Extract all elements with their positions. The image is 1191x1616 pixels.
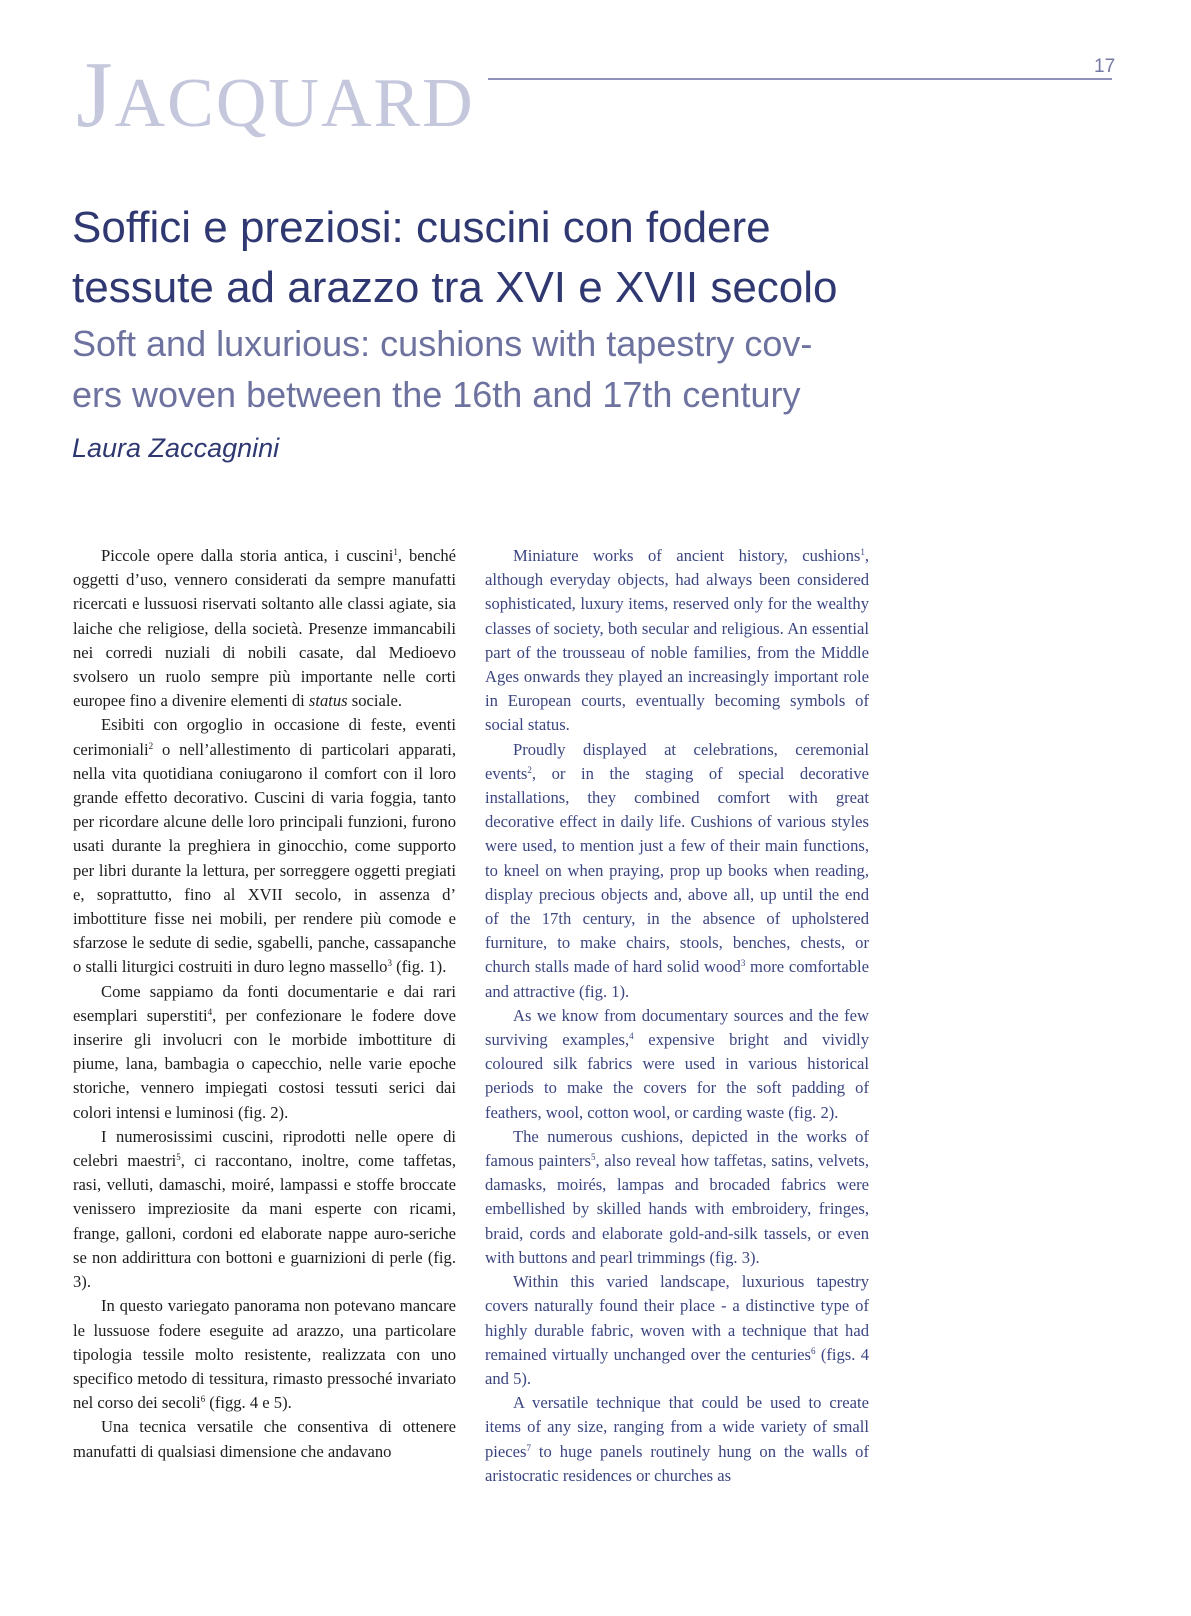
italian-paragraph-5: In questo variegato panorama non potevano mancare le lussuose fodere eseguite ad arazzo, una particolare tipologia tessile molto resistente, realizzata con uno specifico metodo di tessitura, rimasto pressoché invariato nel corso dei secoli$^6$ (figg. 4 e 5). [73, 1296, 456, 1413]
page-number: 17 [1094, 56, 1116, 77]
footnote-ref: 4 [207, 1006, 213, 1017]
footnote-ref: 1 [393, 547, 398, 557]
title-english [72, 318, 902, 420]
footnote-ref: 1 [860, 547, 865, 557]
footnote-ref: 3 [740, 958, 746, 969]
english-column [485, 544, 869, 1488]
english-paragraph-6: A versatile technique that could be used to create items of any size, ranging from a wide variety of small pieces$^7$ to huge panels routinely hung on the walls of aristocratic residences or churches as [485, 1393, 869, 1485]
masthead-title [76, 43, 475, 151]
footnote-ref: 5 [591, 1152, 596, 1163]
english-paragraph-2: Proudly displayed at celebrations, ceremonial events$^2$, or in the staging of special decorative installations, they combined comfort with great decorative effect in daily life. Cushions of various styles were used, to mention just a few of their main functions, to kneel on when praying, prop up books when reading, display precious objects and, above all, up until the end of the 17th century, in the absence of upholstered furniture, to make chairs, stools, benches, chests, or church stalls made of hard solid wood$^3$ more comfortable and attractive (fig. 1). [485, 739, 869, 1001]
english-paragraph-5: Within this varied landscape, luxurious tapestry covers naturally found their place - a distinctive type of highly durable fabric, woven with a technique that had remained virtually unchanged over the centuries$^6$ (figs. 4 and 5). [485, 1272, 869, 1388]
footnote-ref: 3 [387, 958, 392, 969]
header-rule [488, 78, 1112, 80]
italian-paragraph-6: Una tecnica versatile che consentiva di ottenere manufatti di qualsiasi dimensione che andavano [73, 1417, 456, 1461]
italian-paragraph-1: Piccole opere dalla storia antica, i cuscini$^1$, benché oggetti d’uso, vennero considerati da sempre manufatti ricercati e lussuosi riservati soltanto alle classi agiate, sia laiche che religiose, della società. Presenze immancabili nei corredi nuziali di nobili casate, dal Medioevo svolsero un ruolo sempre più importante nelle corti europee fino a divenire elementi di status sociale. [73, 546, 456, 711]
english-paragraph-3: As we know from documentary sources and the few surviving examples,$^4$ expensive bright and vividly coloured silk fabrics were used in various historical periods to make the covers for the soft padding of feathers, wool, cotton wool, or carding waste (fig. 2). [485, 1005, 869, 1122]
english-paragraph-1: Miniature works of ancient history, cushions$^1$, although everyday objects, had always been considered sophisticated, luxury items, reserved only for the wealthy classes of society, both secular and religious. An essential part of the trousseau of noble families, from the Middle Ages onwards they played an increasingly important role in European courts, eventually becoming symbols of social status. [485, 546, 869, 735]
italian-paragraph-4: I numerosissimi cuscini, riprodotti nelle opere di celebri maestri$^5$, ci raccontano, inoltre, come taffetas, rasi, velluti, damaschi, moiré, lampassi e stoffe broccate venissero impreziosite da mani esperte con ricami, frange, galloni, cordoni ed elaborate nappe auro-seriche se non addirittura con bottoni e guarnizioni di perle (fig. 3). [73, 1126, 456, 1292]
english-paragraph-4: The numerous cushions, depicted in the works of famous painters$^5$, also reveal how taffetas, satins, velvets, damasks, moirés, lampas and brocaded fabrics were embellished by skilled hands with embroidery, fringes, braid, cords and elaborate gold-and-silk tassels, or even with buttons and pearl trimmings (fig. 3). [485, 1126, 869, 1267]
footnote-ref: 2 [148, 740, 154, 751]
author-name: Laura Zaccagnini [72, 433, 280, 463]
footnote-ref: 7 [526, 1442, 531, 1453]
italian-paragraph-2: Esibiti con orgoglio in occasione di feste, eventi cerimoniali$^2$ o nell’allestimento di particolari apparati, nella vita quotidiana coniugarono il comfort con il loro grande effetto decorativo. Cuscini di varia foggia, tanto per ricordare alcune delle loro principali funzioni, furono usati durante la preghiera in ginocchio, come supporto per libri durante la lettura, per sorreggere oggetti pregiati e, soprattutto, fino al XVII secolo, in assenza d’ imbottiture fisse nei mobili, per rendere più comode e sfarzose le sedute di sedie, sgabelli, panche, cassapanche o stalli liturgici costruiti in duro legno massello$^3$ (fig. 1). [73, 715, 456, 977]
masthead-initial: J [76, 43, 115, 147]
italian-column [73, 544, 456, 1464]
title-english-line-1: Soft and luxurious: cushions with tapestry cov- [72, 323, 813, 364]
footnote-ref: 5 [176, 1152, 181, 1163]
footnote-ref: 6 [200, 1394, 206, 1405]
italian-paragraph-3: Come sappiamo da fonti documentarie e dai rari esemplari superstiti$^4$, per confezionare le fodere dove inserire gli involucri con le morbide imbottiture di piume, lana, bambagia o capecchio, nelle varie epoche storiche, vennero impiegati costosi tessuti serici dai colori intensi e luminosi (fig. 2). [73, 981, 456, 1122]
footnote-ref: 6 [811, 1345, 816, 1356]
masthead-rest: ACQUARD [114, 65, 475, 142]
title-italian: Soffici e preziosi: cuscini con fodere tessute ad arazzo tra XVI e XVII secolo [72, 203, 838, 312]
footnote-ref: 2 [527, 764, 532, 775]
title-english-line-2: ers woven between the 16th and 17th century [72, 374, 801, 415]
footnote-ref: 4 [629, 1031, 634, 1042]
